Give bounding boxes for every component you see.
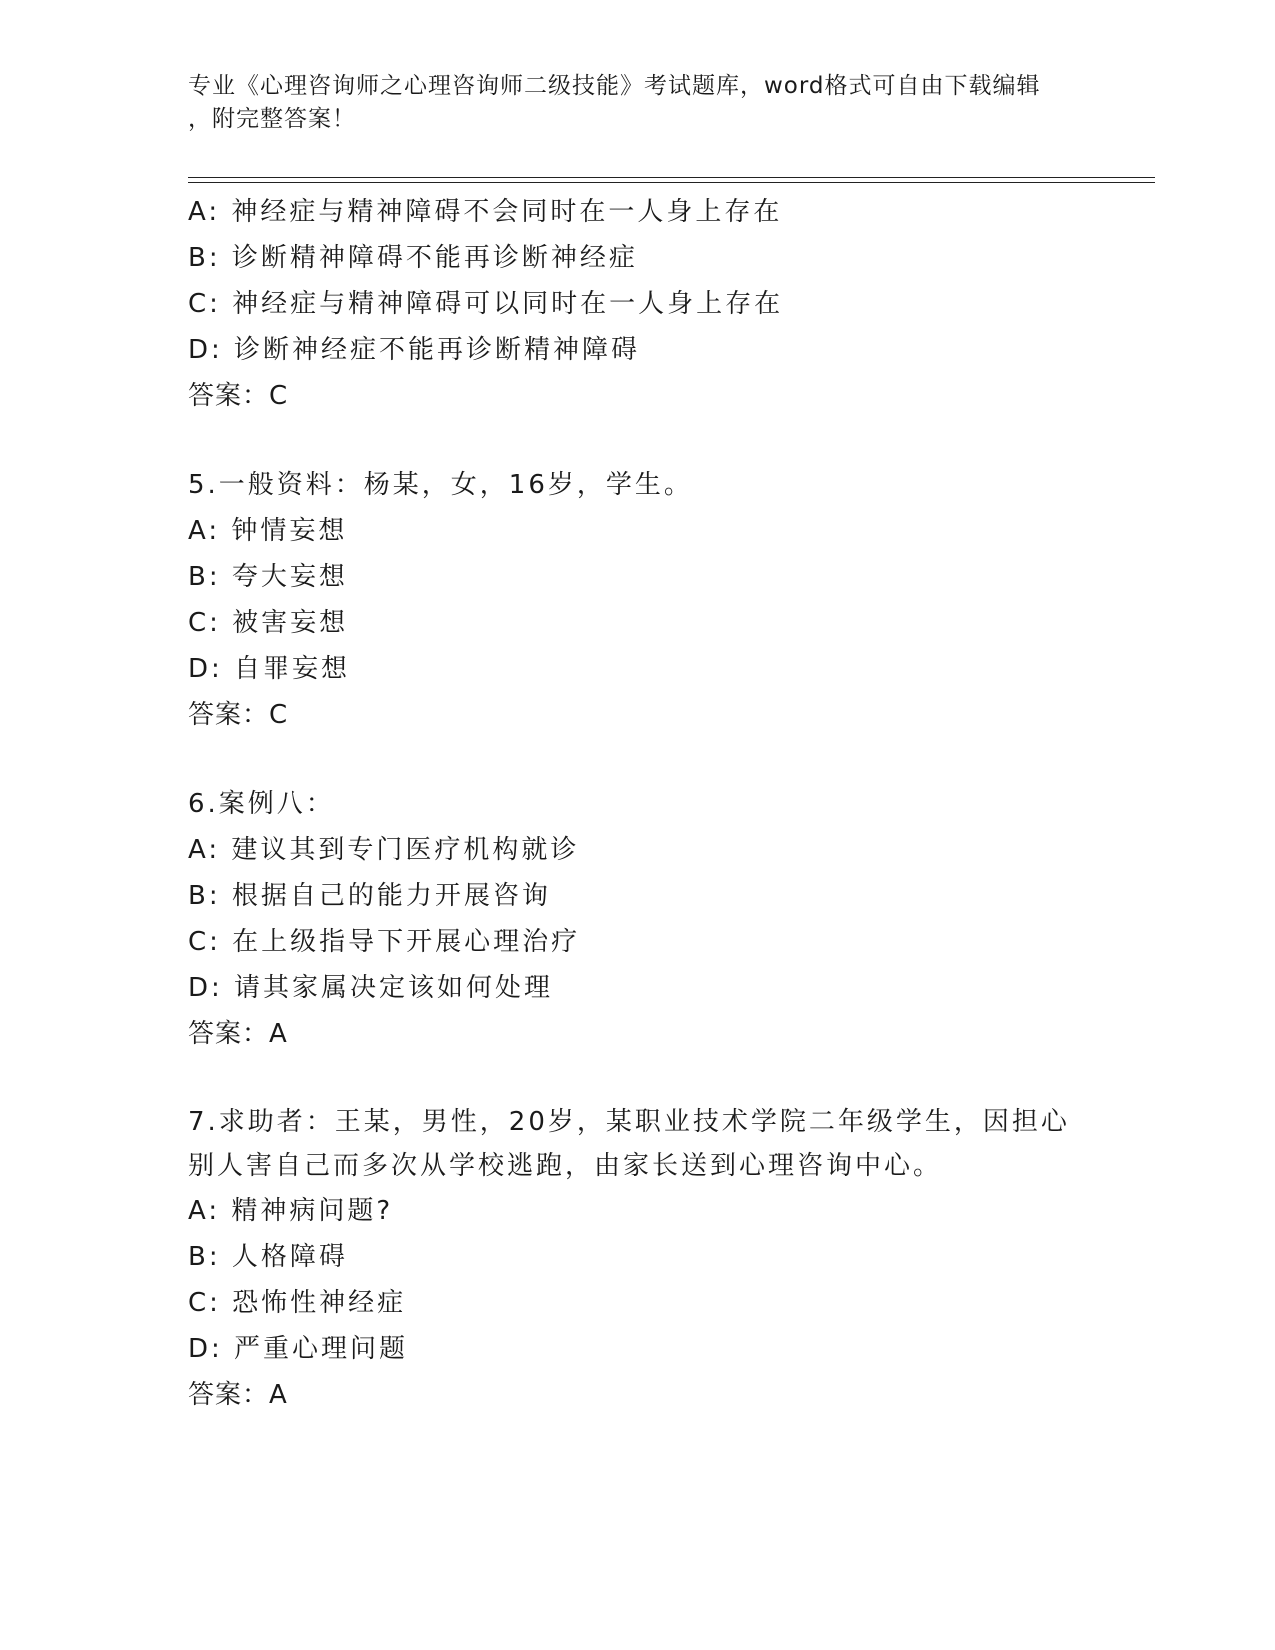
answer: 答案：C [188, 381, 289, 411]
option-b: B: 夸大妄想 [188, 562, 348, 592]
question-5 [188, 462, 1148, 738]
option-c: C: 神经症与精神障碍可以同时在一人身上存在 [188, 289, 784, 319]
answer: 答案：A [188, 1380, 288, 1410]
option-d: D: 自罪妄想 [188, 654, 351, 684]
question-stem: 5.一般资料：杨某，女，16岁，学生。 [188, 470, 693, 500]
spacer [188, 1057, 1148, 1100]
option-d: D: 严重心理问题 [188, 1334, 409, 1364]
option-a: A: 建议其到专门医疗机构就诊 [188, 835, 580, 865]
answer: 答案：A [188, 1019, 288, 1049]
question-stem-continued: 别人害自己而多次从学校逃跑，由家长送到心理咨询中心。 [188, 1151, 943, 1181]
answer: 答案：C [188, 700, 289, 730]
spacer [188, 419, 1148, 462]
spacer [188, 738, 1148, 781]
option-b: B: 诊断精神障碍不能再诊断神经症 [188, 243, 638, 273]
header-line-2: ，附完整答案！ [188, 106, 356, 132]
option-d: D: 诊断神经症不能再诊断精神障碍 [188, 335, 641, 365]
header-line-1: 专业《心理咨询师之心理咨询师二级技能》考试题库，word格式可自由下载编辑 [188, 73, 1041, 99]
option-b: B: 人格障碍 [188, 1242, 348, 1272]
option-c: C: 被害妄想 [188, 608, 349, 638]
question-stem: 7.求助者：王某，男性，20岁，某职业技术学院二年级学生，因担心 [188, 1107, 1070, 1137]
question-4 [188, 189, 1148, 419]
header-rule-top [188, 177, 1155, 178]
option-d: D: 请其家属决定该如何处理 [188, 973, 554, 1003]
option-a: A: 钟情妄想 [188, 516, 348, 546]
document-header [188, 70, 1088, 136]
header-rule-bottom [188, 182, 1155, 183]
question-stem: 6.案例八： [188, 789, 335, 819]
question-6 [188, 781, 1148, 1057]
option-a: A: 精神病问题? [188, 1196, 394, 1226]
option-c: C: 恐怖性神经症 [188, 1288, 407, 1318]
option-a: A: 神经症与精神障碍不会同时在一人身上存在 [188, 197, 783, 227]
question-list [188, 189, 1148, 1418]
question-7 [188, 1100, 1148, 1418]
option-b: B: 根据自己的能力开展咨询 [188, 881, 551, 911]
option-c: C: 在上级指导下开展心理治疗 [188, 927, 581, 957]
